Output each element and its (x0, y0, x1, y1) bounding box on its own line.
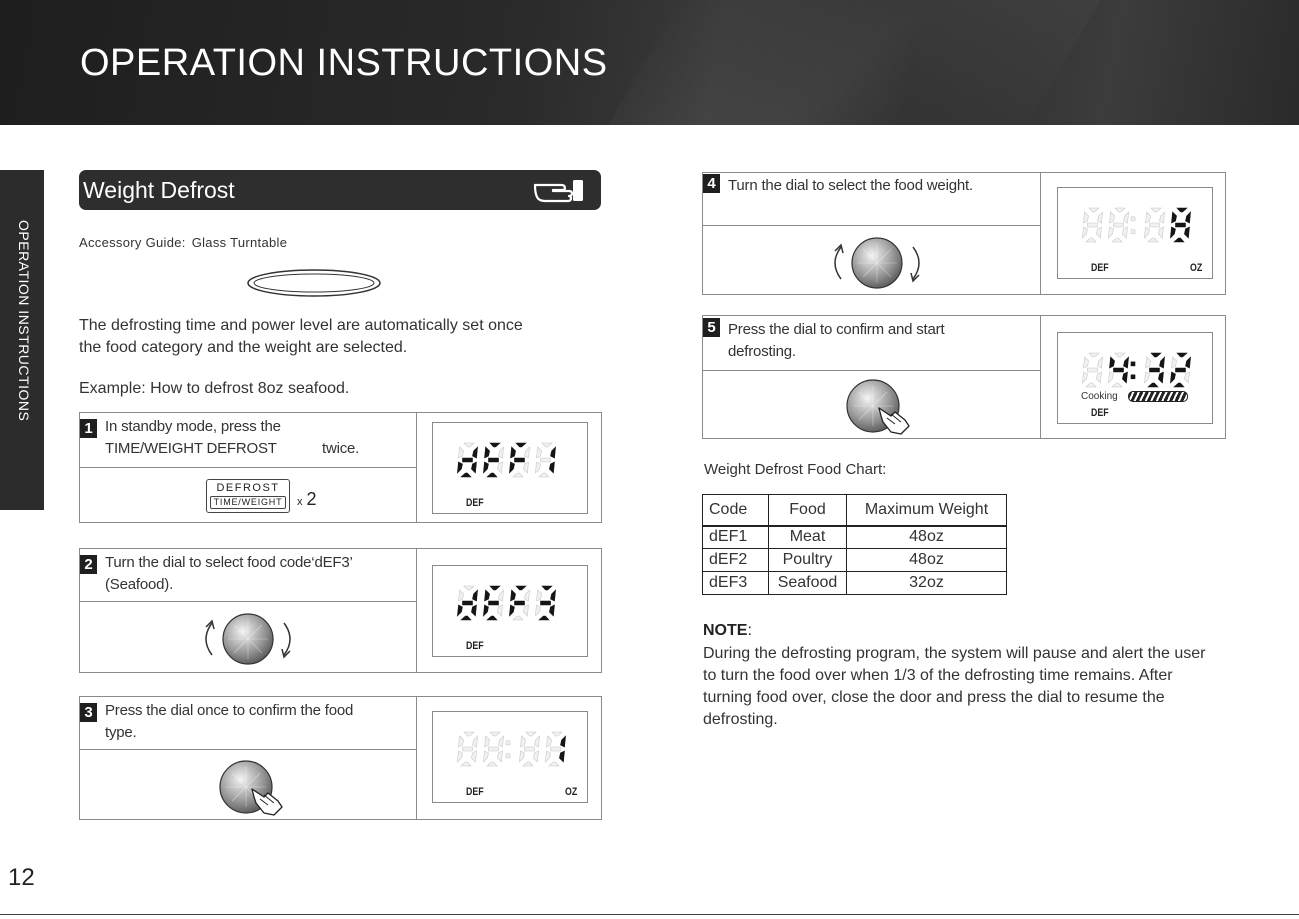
accessory-label: Accessory Guide: (79, 235, 186, 250)
lcd-segment-off (1088, 368, 1098, 372)
step-2-number: 2 (80, 555, 97, 574)
lcd-segment-off (1096, 372, 1101, 383)
display-oz-label: OZ (1190, 262, 1203, 274)
defrost-time-weight-button (206, 479, 290, 513)
example-text: Example: How to defrost 8oz seafood. (79, 380, 350, 397)
lcd-segment-on (457, 605, 462, 616)
weight-defrost-food-chart (702, 494, 1007, 595)
lcd-segment-on (1150, 368, 1160, 372)
press-count (297, 489, 317, 510)
step-4-number: 4 (703, 174, 720, 193)
lcd-segment-off (552, 732, 562, 736)
intro-line-2: the food category and the weight are selected. (79, 339, 408, 356)
lcd-segment-off (497, 605, 502, 616)
lcd-segment-off (551, 747, 561, 751)
cell-code: dEF1 (703, 526, 769, 549)
lcd-segment-on (1114, 368, 1124, 372)
display-def-label: DEF (466, 497, 484, 509)
glass-turntable-icon (246, 268, 382, 298)
page-header (0, 0, 1299, 125)
lcd-segment-on (457, 462, 462, 473)
lcd-segment-on (490, 586, 500, 590)
lcd-segment-off (1112, 383, 1122, 387)
lcd-segment-off (473, 736, 478, 747)
note-heading-colon: : (747, 622, 752, 639)
lcd-segment-off (549, 762, 559, 766)
lcd-segment-off (1151, 208, 1161, 212)
lcd-segment-on (1186, 212, 1191, 223)
lcd-segment-on (1184, 227, 1189, 238)
lcd-segment-on (1158, 372, 1163, 383)
lcd-segment-off (1110, 212, 1115, 223)
lcd-segment-off (489, 747, 499, 751)
lcd-segment-off (533, 751, 538, 762)
lcd-segment-off (1108, 227, 1113, 238)
table-row (703, 526, 1007, 549)
button-label-top: DEFROST (216, 482, 280, 494)
lcd-segment-on (463, 601, 473, 605)
lcd-segment-off (1098, 212, 1103, 223)
lcd-segment-off (542, 443, 552, 447)
lcd-colon (1131, 230, 1135, 234)
lcd-segment-off (1096, 227, 1101, 238)
section-header (79, 170, 601, 210)
lcd-segment-off (459, 447, 464, 458)
lcd-segment-off (487, 762, 497, 766)
lcd-segment-on (549, 462, 554, 473)
lcd-segment-off (1115, 208, 1125, 212)
lcd-segment-off (525, 747, 535, 751)
lcd-segment-on (473, 447, 478, 458)
step-4-display (1057, 187, 1213, 279)
note-heading-text: NOTE (703, 622, 748, 639)
lcd-segment-off (1089, 208, 1099, 212)
lcd-segment-off (499, 447, 504, 458)
lcd-segment-off (521, 736, 526, 747)
lcd-segment-on (1176, 223, 1186, 227)
display-def-label: DEF (466, 640, 484, 652)
lcd-segment-off (457, 751, 462, 762)
lcd-segment-off (523, 605, 528, 616)
lcd-segment-off (499, 590, 504, 601)
intro-line-1: The defrosting time and power level are automatically set once (79, 317, 523, 334)
lcd-segment-off (535, 605, 540, 616)
lcd-segment-off (1124, 212, 1129, 223)
step-3-line-1: Press the dial once to confirm the food (105, 702, 354, 719)
section-title: Weight Defrost (83, 177, 235, 203)
lcd-segment-off (545, 751, 550, 762)
lcd-segment-off (464, 586, 474, 590)
lcd-segment-on (1177, 353, 1187, 357)
lcd-segment-off (499, 736, 504, 747)
rotate-dial-icon (198, 611, 298, 667)
lcd-segment-on (483, 462, 488, 473)
lcd-segment-on (487, 473, 497, 477)
step-1-number: 1 (80, 419, 97, 438)
lcd-segment-off (1122, 227, 1127, 238)
lcd-segment-on (1174, 383, 1184, 387)
lcd-segment-on (461, 616, 471, 620)
lcd-segment-off (1115, 353, 1125, 357)
lcd-segment-off (461, 762, 471, 766)
lcd-segment-on (561, 736, 566, 747)
lcd-segment-on (511, 590, 516, 601)
press-dial-icon (216, 757, 292, 819)
step-5-line-1: Press the dial to confirm and start (728, 321, 945, 338)
lcd-segment-on (1170, 227, 1175, 238)
lcd-segment-off (1158, 227, 1163, 238)
lcd-segment-off (513, 473, 523, 477)
times-number: 2 (306, 489, 317, 509)
step-3-display (432, 711, 588, 803)
lcd-segment-on (1172, 212, 1177, 223)
step-2-line-1: Turn the dial to select food code‘dEF3’ (105, 554, 353, 571)
lcd-segment-off (464, 443, 474, 447)
lcd-segment-on (487, 616, 497, 620)
step-1-line-2a: TIME/WEIGHT DEFROST (105, 440, 277, 457)
lcd-segment-on (551, 590, 556, 601)
lcd-segment-off (1148, 238, 1158, 242)
lcd-segment-on (1174, 238, 1184, 242)
lcd-segment-on (516, 586, 526, 590)
step-5-number: 5 (703, 318, 720, 337)
step-3-line-2: type. (105, 724, 137, 741)
lcd-segment-on (515, 458, 525, 462)
cell-food: Poultry (769, 549, 847, 572)
lcd-segment-on (471, 605, 476, 616)
lcd-segment-on (490, 443, 500, 447)
step-1-display (432, 422, 588, 514)
lcd-segment-off (497, 462, 502, 473)
lcd-segment-on (1151, 353, 1161, 357)
side-tab (0, 170, 44, 510)
lcd-segment-off (1084, 357, 1089, 368)
lcd-segment-off (537, 447, 542, 458)
cell-weight: 48oz (847, 549, 1007, 572)
lcd-segment-on (1124, 357, 1129, 368)
step-4-line-1: Turn the dial to select the food weight. (728, 177, 973, 194)
lcd-segment-off (1098, 357, 1103, 368)
lcd-segment-off (1086, 383, 1096, 387)
lcd-segment-on (1186, 357, 1191, 368)
lcd-segment-off (523, 762, 533, 766)
lcd-segment-on (471, 462, 476, 473)
lcd-segment-off (1144, 227, 1149, 238)
lcd-segment-off (1086, 238, 1096, 242)
lcd-segment-off (523, 462, 528, 473)
lcd-segment-off (464, 732, 474, 736)
step-1-box (79, 412, 602, 523)
lcd-colon (506, 754, 510, 758)
lcd-segment-off (1114, 223, 1124, 227)
lcd-colon (1131, 375, 1135, 379)
note-heading (703, 622, 752, 640)
lcd-segment-on (509, 462, 514, 473)
header-max-weight: Maximum Weight (847, 495, 1007, 526)
header-food: Food (769, 495, 847, 526)
lcd-segment-on (1148, 383, 1158, 387)
table-row (703, 572, 1007, 595)
lcd-segment-off (483, 751, 488, 762)
lcd-segment-off (526, 732, 536, 736)
lcd-segment-on (1110, 357, 1115, 368)
button-label-bottom: TIME/WEIGHT (210, 496, 286, 509)
display-def-label: DEF (466, 786, 484, 798)
lcd-segment-off (1088, 223, 1098, 227)
display-def-label: DEF (1091, 407, 1109, 419)
lcd-segment-on (489, 601, 499, 605)
lcd-segment-off (541, 458, 551, 462)
cooking-label: Cooking (1081, 391, 1118, 402)
step-1-line-2b: twice. (322, 440, 360, 457)
lcd-segment-off (513, 616, 523, 620)
lcd-segment-on (1160, 357, 1165, 368)
bottom-divider (0, 914, 1299, 915)
lcd-segment-off (490, 732, 500, 736)
step-5-line-2: defrosting. (728, 343, 796, 360)
lcd-segment-off (459, 736, 464, 747)
lcd-segment-on (549, 605, 554, 616)
step-5-display (1057, 332, 1213, 424)
pointing-hand-icon (531, 176, 587, 204)
lcd-segment-off (525, 590, 530, 601)
step-3-box (79, 696, 602, 820)
table-header-row (703, 495, 1007, 526)
lcd-segment-on (1176, 368, 1186, 372)
lcd-segment-off (1144, 372, 1149, 383)
lcd-segment-off (1089, 353, 1099, 357)
lcd-segment-off (547, 736, 552, 747)
lcd-segment-on (516, 443, 526, 447)
lcd-segment-on (485, 447, 490, 458)
step-2-display (432, 565, 588, 657)
accessory-value: Glass Turntable (191, 235, 288, 250)
cell-food: Meat (769, 526, 847, 549)
header-code: Code (703, 495, 769, 526)
lcd-segment-on (461, 473, 471, 477)
lcd-colon (1131, 217, 1135, 221)
lcd-segment-on (551, 447, 556, 458)
lcd-segment-off (1108, 372, 1113, 383)
display-def-label: DEF (1091, 262, 1109, 274)
lcd-segment-off (1112, 238, 1122, 242)
lcd-segment-off (1172, 357, 1177, 368)
lcd-segment-on (483, 605, 488, 616)
lcd-segment-on (485, 590, 490, 601)
lcd-colon (506, 741, 510, 745)
lcd-segment-off (1146, 212, 1151, 223)
lcd-segment-off (471, 751, 476, 762)
table-row (703, 549, 1007, 572)
note-text: During the defrosting program, the system will pause and alert the user to turn the food over when 1/3 of the defrosting time remains. After turning food over, close the door and press the dial to resume the defrosting. (703, 645, 1206, 728)
page-title: OPERATION INSTRUCTIONS (80, 42, 608, 84)
lcd-segment-on (509, 605, 514, 616)
lcd-segment-off (1150, 223, 1160, 227)
lcd-segment-off (1084, 212, 1089, 223)
lcd-digits (1058, 333, 1214, 425)
lcd-segment-off (1082, 227, 1087, 238)
lcd-segment-on (1122, 372, 1127, 383)
cooking-progress-icon (1128, 391, 1188, 402)
chart-title: Weight Defrost Food Chart: (704, 461, 887, 478)
step-1-line-1: In standby mode, press the (105, 418, 281, 435)
times-symbol: x (297, 496, 303, 508)
rotate-dial-icon (827, 235, 927, 291)
lcd-segment-off (535, 736, 540, 747)
display-oz-label: OZ (565, 786, 578, 798)
step-2-box (79, 548, 602, 673)
lcd-segment-off (525, 447, 530, 458)
page-number: 12 (8, 864, 35, 891)
lcd-segment-off (463, 747, 473, 751)
cell-food: Seafood (769, 572, 847, 595)
lcd-segment-on (1177, 208, 1187, 212)
lcd-digits (433, 566, 589, 658)
lcd-segment-off (459, 590, 464, 601)
lcd-segment-off (519, 751, 524, 762)
lcd-segment-on (542, 586, 552, 590)
side-tab-label: OPERATION INSTRUCTIONS (16, 220, 32, 422)
lcd-digits (433, 423, 589, 515)
lcd-segment-on (511, 447, 516, 458)
lcd-segment-on (541, 601, 551, 605)
lcd-segment-off (537, 590, 542, 601)
lcd-segment-off (1082, 372, 1087, 383)
cell-weight: 32oz (847, 572, 1007, 595)
cell-code: dEF3 (703, 572, 769, 595)
press-dial-icon (843, 376, 919, 438)
lcd-segment-on (1170, 372, 1175, 383)
lcd-segment-on (515, 601, 525, 605)
accessory-guide (79, 235, 287, 250)
step-4-box (702, 172, 1226, 295)
lcd-segment-off (1146, 357, 1151, 368)
lcd-segment-on (463, 458, 473, 462)
lcd-segment-off (497, 751, 502, 762)
cell-weight: 48oz (847, 526, 1007, 549)
lcd-segment-on (539, 616, 549, 620)
cell-code: dEF2 (703, 549, 769, 572)
lcd-segment-on (489, 458, 499, 462)
lcd-segment-off (1160, 212, 1165, 223)
lcd-segment-off (539, 473, 549, 477)
lcd-segment-on (473, 590, 478, 601)
lcd-segment-off (485, 736, 490, 747)
lcd-segment-on (559, 751, 564, 762)
lcd-colon (1131, 362, 1135, 366)
lcd-segment-off (1184, 372, 1189, 383)
lcd-segment-off (535, 462, 540, 473)
step-5-box (702, 315, 1226, 439)
step-2-line-2: (Seafood). (105, 576, 174, 593)
step-3-number: 3 (80, 703, 97, 722)
